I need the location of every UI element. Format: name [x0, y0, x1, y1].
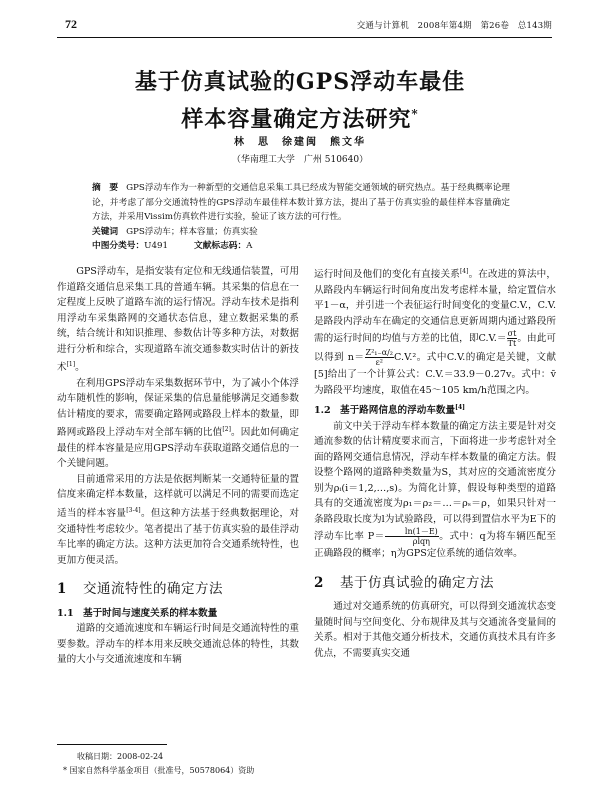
section-heading-2: [314, 576, 556, 592]
paragraph: 通过对交通系统的仿真研究，可以得到交通流状态变量随时间与空间变化、分布规律及其与交通流各变量间的关系。相对于其他交通分析技术，交通仿真技术具有许多优点，不需要真实交通: [314, 601, 556, 659]
keywords: [92, 225, 510, 240]
title-line-1: 基于仿真试验的GPS浮动车最佳: [134, 69, 466, 95]
subsection-number: 1.2: [314, 405, 331, 417]
keywords-text: GPS浮动车；样本容量；仿真实验: [126, 226, 258, 237]
paragraph: [57, 472, 299, 568]
fraction-denominator: ε²: [375, 358, 383, 368]
footnotes: [57, 750, 297, 778]
abstract: [92, 181, 510, 225]
subsection-heading-1-2: [314, 400, 556, 419]
running-header: [57, 17, 552, 35]
section-number: 2: [314, 574, 324, 591]
subsection-heading-1-1: [57, 606, 299, 622]
paper-title: [40, 66, 560, 135]
p-formula-fraction: [385, 527, 439, 546]
paragraph: GPS浮动车，是指安装有定位和无线通信装置，可用作道路交通信息采集工具的普通车辆。其采集的信息在一定程度上反映了道路车流的运行情况。浮动车技术是指利用浮动车采集路网的交通状态信息，建立数据采集的系统，结合统计和知识推理、参数估计等多种方法，对数据进行分析和综合，实现道路车流交通参数实时估计的新技术[1]。: [57, 266, 299, 374]
paragraph-text: 前文中关于浮动车样本数量的确定方法主要是针对交通流参数的估计精度要求而言，下面将进一步考虑针对全面的路网交通信息情况，浮动车样本数量的确定方法。假设整个路网的道路种类数量为S，其对应的交通流密度分别为ρᵢ(i＝1,2,…,s)。为简化计算，假设每种类型的道路具有的交通流密度为ρ₁＝ρ₂＝…＝ρₛ＝ρ，如果只针对一条路段取长度为l为试验路段，可以得到置信水平为E下的浮动车比率 P＝: [314, 420, 556, 543]
section-title: 交通流特性的确定方法: [83, 581, 223, 598]
paragraph: [314, 419, 556, 562]
title-line-2: [40, 98, 560, 135]
page-number: 72: [65, 17, 77, 31]
paragraph-text: C.V.²。式中C.V.的确定是关键，文献[5]给出了一个计算公式：C.V.＝33.9－0.27v。式中：v̄为路段平均速度，取值在45～105 km/h范围之内。: [314, 352, 556, 396]
classification: [92, 239, 510, 254]
subsection-number: 1.1: [57, 607, 74, 619]
left-column: [57, 264, 299, 668]
fraction-numerator: σt: [507, 329, 517, 339]
subsection-title: 基于路网信息的浮动车数量: [340, 405, 456, 417]
paragraph-text: 。因此如何确定最佳的样本容量是应用GPS浮动车获取道路交通信息的一个关键问题。: [57, 427, 300, 470]
classification-value: U491: [144, 241, 169, 251]
authors: 林 思 徐建闽 熊文华: [234, 137, 366, 148]
doc-code-value: A: [246, 241, 253, 251]
section-title: 基于仿真试验的确定方法: [340, 574, 494, 591]
subsection-title: 基于时间与速度关系的样本数量: [83, 607, 218, 619]
fraction-numerator: ln(1－E): [385, 527, 439, 537]
affiliation: （华南理工大学 广州 510640）: [231, 155, 369, 165]
fraction-numerator: Z²₁₋α/₂: [365, 348, 394, 358]
classification-label: 中图分类号：: [92, 241, 145, 251]
paragraph-text: 在利用GPS浮动车采集数据环节中，为了减小个体浮动车随机性的影响，保证采集的信息量能够满足交通参数估计精度的要求，需要确定路网或路段上样本的数量，即路网或路段上浮动车对全部车辆的比值: [57, 377, 299, 439]
right-column: [314, 264, 556, 661]
abstract-block: [92, 181, 510, 254]
paragraph-text: 。式中：q为将车辆匹配至正确路段的概率；η为GPS定位系统的通信效率。: [314, 531, 556, 560]
n-formula-fraction: [365, 348, 395, 367]
paragraph: [57, 376, 299, 472]
paragraph-text: 。但这种方法基于经典数据理论，对交通特性考虑较少。笔者提出了基于仿真实验的最佳浮动车比率的确定方法。这种方法更加符合交通系统特性，也更加方便灵活。: [57, 508, 300, 566]
title-line-2-text: 样本容量确定方法研究: [181, 106, 412, 133]
citation: [3-4]: [126, 506, 141, 514]
received-date: 收稿日期：2008-02-24: [77, 752, 164, 761]
section-number: 1: [57, 581, 67, 598]
citation: [4]: [455, 404, 465, 412]
header-rule: [57, 37, 552, 38]
doc-code-label: 文献标志码：: [194, 241, 247, 251]
paragraph-text: 。由此可以得到 n＝: [314, 333, 557, 364]
fraction-denominator: T̄t: [507, 339, 517, 349]
paragraph-text: 目前通常采用的方法是依据判断某一交通特征量的置信度来确定样本数量，这样就可以满足不同的需要而选定适当的样本容量: [57, 473, 299, 520]
section-heading-1: [57, 582, 299, 598]
footnote-rule: [57, 744, 167, 745]
abstract-text: GPS浮动车作为一种新型的交通信息采集工具已经成为智能交通领域的研究热点。基于经典概率论理论，并考虑了部分交通流特性的GPS浮动车最佳样本数计算方法，提出了基于仿真实验的最佳样本容量确定方法，并采用Vissim仿真软件进行实验，验证了该方法的可行性。: [92, 183, 510, 222]
citation: [2]: [222, 426, 231, 434]
citation: [1]: [66, 361, 76, 368]
citation: [4]: [459, 268, 469, 275]
paragraph: [314, 264, 556, 398]
journal-info: 交通与计算机 2008年第4期 第26卷 总143期: [356, 21, 552, 31]
paragraph: 道路的交通流速度和车辆运行时间是交通流特性的重要参数。浮动车的样本用来反映交通流总体的特性，其数量的大小与交通流速度和车辆: [57, 623, 299, 666]
cv-formula-fraction: [507, 329, 518, 348]
abstract-label: 摘 要: [92, 183, 119, 193]
funding-note: * 国家自然科学基金项目（批准号，50578064）资助: [63, 766, 255, 775]
paragraph-text: GPS浮动车，是指安装有定位和无线通信装置，可用作道路交通信息采集工具的普通车辆。其采集的信息在一定程度上反映了道路车流的运行情况。浮动车技术是指利用浮动车采集路网的交通状态信息，建立数据采集的系统，结合统计和知识推理、参数估计等多种方法，对数据进行分析和综合，实现道路车流交通参数实时估计的新技术: [57, 266, 299, 374]
title-footnote-mark: *: [411, 107, 419, 121]
fraction-denominator: ρlqη: [412, 537, 430, 547]
keywords-label: 关键词: [92, 226, 119, 237]
paragraph-text: 运行时间及他们的变化有直接关系: [314, 269, 460, 281]
paragraph-text: 。在改进的算法中，从路段内车辆运行时间角度出发考虑样本量，给定置信水平1－α，并引进一个表征运行时间变化的变量C.V.，C.V.是路段内浮动车在确定的交通信息更新周期内通过路段所需的运行时间的均值与方差的比值，即C.V.＝: [314, 269, 556, 345]
